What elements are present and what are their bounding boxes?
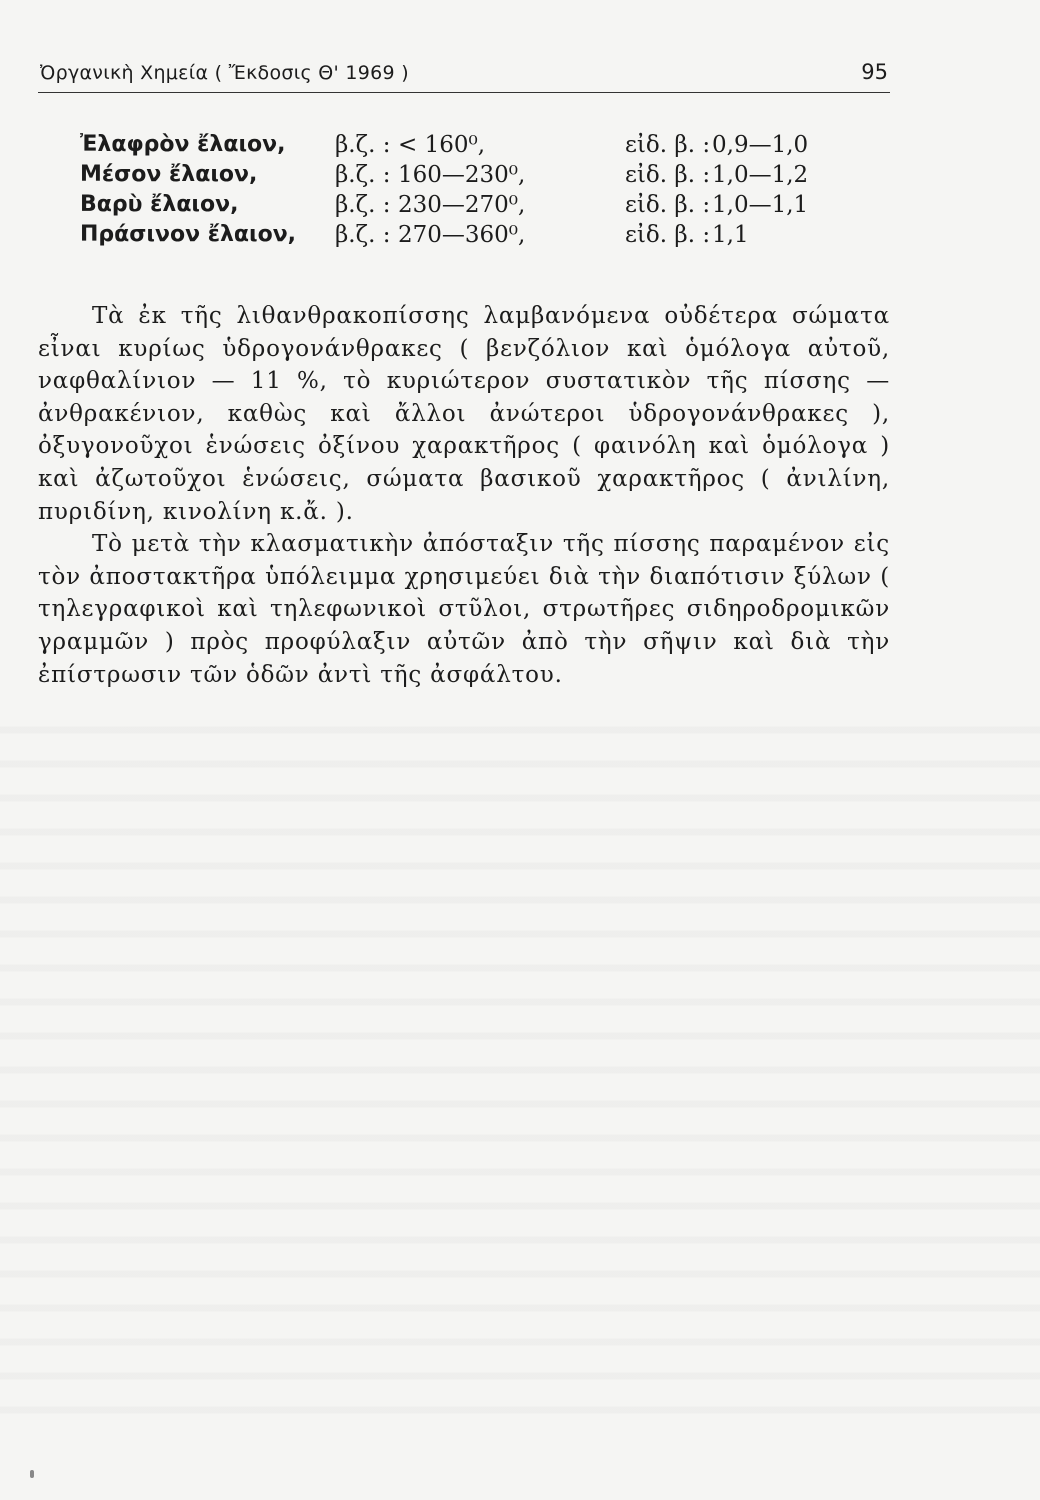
boiling-point-value: < 160⁰, <box>398 132 486 158</box>
print-speck <box>30 1470 34 1478</box>
density-label: εἰδ. β. : <box>625 222 711 248</box>
oil-name: Βαρὺ ἔλαιον, <box>80 192 239 217</box>
oil-fraction-row <box>80 190 880 220</box>
density-value: 1,1 <box>712 222 749 248</box>
density-label: εἰδ. β. : <box>625 132 711 158</box>
oil-name: Ἐλαφρὸν ἔλαιον, <box>80 132 286 157</box>
oil-fraction-row <box>80 220 880 250</box>
density-value: 1,0—1,1 <box>712 192 809 218</box>
running-title: Ὀργανικὴ Χημεία ( Ἔκδοσις Θ' 1969 ) <box>40 62 409 84</box>
oil-fraction-row <box>80 160 880 190</box>
density-value: 1,0—1,2 <box>712 162 809 188</box>
oil-fraction-row <box>80 130 880 160</box>
density-label: εἰδ. β. : <box>625 162 711 188</box>
density-label: εἰδ. β. : <box>625 192 711 218</box>
boiling-point-value: 270—360⁰, <box>398 222 526 248</box>
oil-fractions-list <box>80 130 880 250</box>
oil-name: Μέσον ἔλαιον, <box>80 162 258 187</box>
body-text <box>38 300 890 691</box>
density-value: 0,9—1,0 <box>712 132 809 158</box>
boiling-point-label: β.ζ. : <box>335 222 391 248</box>
page-number: 95 <box>861 60 888 84</box>
show-through-background <box>0 700 1040 1420</box>
boiling-point-value: 230—270⁰, <box>398 192 526 218</box>
boiling-point-label: β.ζ. : <box>335 162 391 188</box>
paragraph: Τὰ ἐκ τῆς λιθανθρακοπίσσης λαμβανόμενα οὐδέτερα σώματα εἶναι κυρίως ὑδρογονάνθρακες ( βενζόλιον καὶ ὁμόλογα αὐτοῦ, ναφθαλίνιον — 11 %, τὸ κυριώτερον συστατικὸν τῆς πίσσης — ἀνθρακένιον, καθὼς καὶ ἄλλοι ἀνώτεροι ὑδρογονάνθρακες ), ὀξυγονοῦχοι ἑνώσεις ὀξίνου χαρακτῆρος ( φαινόλη καὶ ὁμόλογα ) καὶ ἀζωτοῦχοι ἑνώσεις, σώματα βασικοῦ χαρακτῆρος ( ἀνιλίνη, πυριδίνη, κινολίνη κ.ἄ. ). <box>38 303 890 525</box>
paragraph: Τὸ μετὰ τὴν κλασματικὴν ἀπόσταξιν τῆς πίσσης παραμένον εἰς τὸν ἀποστακτῆρα ὑπόλειμμα χρησιμεύει διὰ τὴν διαπότισιν ξύλων ( τηλεγραφικοὶ καὶ τηλεφωνικοὶ στῦλοι, στρωτῆρες σιδηροδρομικῶν γραμμῶν ) πρὸς προφύλαξιν αὐτῶν ἀπὸ τὴν σῆψιν καὶ διὰ τὴν ἐπίστρωσιν τῶν ὁδῶν ἀντὶ τῆς ἀσφάλτου. <box>38 531 890 688</box>
boiling-point-label: β.ζ. : <box>335 132 391 158</box>
oil-name: Πράσινον ἔλαιον, <box>80 222 297 247</box>
boiling-point-label: β.ζ. : <box>335 192 391 218</box>
page-header <box>38 56 890 93</box>
boiling-point-value: 160—230⁰, <box>398 162 526 188</box>
